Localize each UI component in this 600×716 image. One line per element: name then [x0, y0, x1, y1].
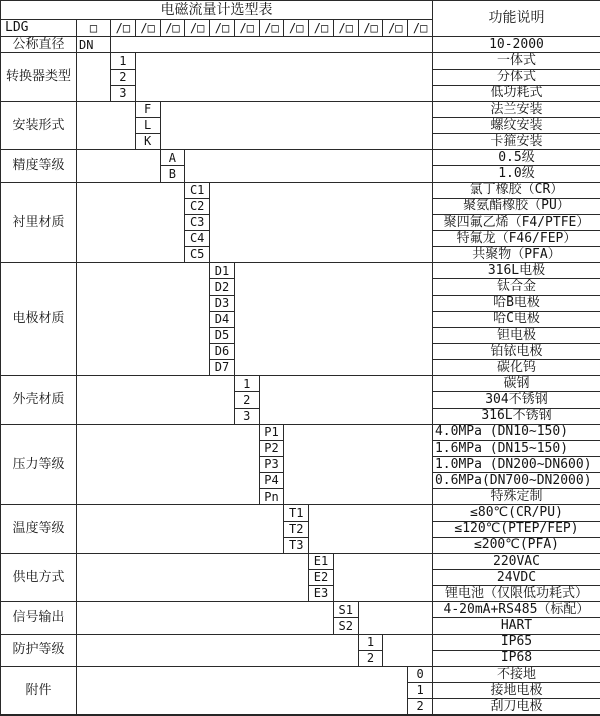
option-description: 分体式 — [432, 69, 600, 85]
spacer-cell — [284, 424, 433, 505]
option-description: 钽电极 — [432, 327, 600, 343]
spacer-cell — [77, 505, 284, 553]
option-description: 10-2000 — [432, 37, 600, 53]
option-code: 3 — [111, 85, 136, 101]
option-code: D7 — [210, 360, 235, 376]
spacer-cell — [77, 182, 185, 263]
option-code: E1 — [309, 553, 334, 569]
option-description: 4-20mA+RS485（标配） — [432, 602, 600, 618]
option-code: T3 — [284, 537, 309, 553]
option-code: B — [160, 166, 185, 182]
spacer-cell — [77, 424, 260, 505]
category-label: 信号输出 — [1, 602, 77, 634]
option-code: C3 — [185, 214, 210, 230]
option-description: 1.0级 — [432, 166, 600, 182]
option-code: D4 — [210, 311, 235, 327]
option-description: 24VDC — [432, 569, 600, 585]
option-code: F — [135, 101, 160, 117]
spacer-cell — [77, 263, 210, 376]
spacer-cell — [77, 602, 334, 634]
option-description: 4.0MPa (DN10~150) — [432, 424, 600, 440]
spacer-cell — [77, 101, 136, 149]
option-description: IP65 — [432, 634, 600, 650]
option-code: 2 — [111, 69, 136, 85]
spacer-cell — [77, 150, 161, 182]
option-description: 特殊定制 — [432, 489, 600, 505]
option-code: 1 — [111, 53, 136, 69]
spacer-cell — [135, 53, 432, 101]
model-code-segment: /□ — [383, 20, 408, 37]
model-first-code-box: □ — [77, 20, 111, 37]
option-description: IP68 — [432, 650, 600, 666]
category-label: 防护等级 — [1, 634, 77, 666]
model-prefix: LDG — [1, 20, 77, 37]
option-description: 共聚物（PFA） — [432, 247, 600, 263]
option-code: P3 — [259, 456, 284, 472]
spacer-cell — [259, 376, 432, 424]
category-label: 外壳材质 — [1, 376, 77, 424]
option-code: P1 — [259, 424, 284, 440]
spacer-cell — [111, 37, 433, 53]
option-description: ≤120℃(PTEP/FEP) — [432, 521, 600, 537]
option-code: C2 — [185, 198, 210, 214]
option-code: D6 — [210, 343, 235, 359]
option-description: 低功耗式 — [432, 85, 600, 101]
option-description: 接地电极 — [432, 682, 600, 698]
option-code: C1 — [185, 182, 210, 198]
option-code: D5 — [210, 327, 235, 343]
model-code-segment: /□ — [408, 20, 433, 37]
option-description: 特氟龙（F46/FEP） — [432, 231, 600, 247]
option-description: 0.6MPa(DN700~DN2000) — [432, 473, 600, 489]
category-label: 供电方式 — [1, 553, 77, 601]
option-code: L — [135, 118, 160, 134]
model-code-segment: /□ — [309, 20, 334, 37]
option-code: 2 — [408, 699, 433, 715]
spacer-cell — [77, 53, 111, 101]
option-description: 304不锈钢 — [432, 392, 600, 408]
option-code: C4 — [185, 231, 210, 247]
model-code-segment: /□ — [111, 20, 136, 37]
option-description: 316L电极 — [432, 263, 600, 279]
option-description: 碳钢 — [432, 376, 600, 392]
option-code: DN — [77, 37, 111, 53]
spacer-cell — [210, 182, 433, 263]
option-description: HART — [432, 618, 600, 634]
option-description: 1.6MPa (DN15~150) — [432, 440, 600, 456]
option-code: D3 — [210, 295, 235, 311]
option-code: K — [135, 134, 160, 150]
spacer-cell — [309, 505, 433, 553]
option-description: 聚四氟乙烯（F4/PTFE） — [432, 214, 600, 230]
option-description: 螺纹安装 — [432, 118, 600, 134]
category-label: 电极材质 — [1, 263, 77, 376]
model-code-segment: /□ — [160, 20, 185, 37]
option-description: 铂铱电极 — [432, 343, 600, 359]
model-code-segment: /□ — [135, 20, 160, 37]
spacer-cell — [77, 376, 235, 424]
option-code: 1 — [234, 376, 259, 392]
spacer-cell — [358, 602, 432, 634]
option-code: E3 — [309, 586, 334, 602]
spacer-cell — [185, 150, 433, 182]
option-code: 2 — [234, 392, 259, 408]
option-description: 锂电池（仅限低功耗式） — [432, 586, 600, 602]
option-code: S2 — [333, 618, 358, 634]
spacer-cell — [333, 553, 432, 601]
category-label: 衬里材质 — [1, 182, 77, 263]
option-description: 一体式 — [432, 53, 600, 69]
category-label: 安装形式 — [1, 101, 77, 149]
option-description: 聚氨酯橡胶（PU） — [432, 198, 600, 214]
option-code: T1 — [284, 505, 309, 521]
option-code: 1 — [358, 634, 383, 650]
option-description: 氯丁橡胶（CR） — [432, 182, 600, 198]
option-description: 钛合金 — [432, 279, 600, 295]
option-code: 2 — [358, 650, 383, 666]
spacer-cell — [234, 263, 432, 376]
option-code: 1 — [408, 682, 433, 698]
option-description: 316L不锈钢 — [432, 408, 600, 424]
option-code: Pn — [259, 489, 284, 505]
category-label: 转换器类型 — [1, 53, 77, 101]
category-label: 精度等级 — [1, 150, 77, 182]
option-description: 卡箍安装 — [432, 134, 600, 150]
option-code: P2 — [259, 440, 284, 456]
category-label: 温度等级 — [1, 505, 77, 553]
spacer-cell — [77, 553, 309, 601]
option-description: 220VAC — [432, 553, 600, 569]
model-code-segment: /□ — [333, 20, 358, 37]
option-description: 法兰安装 — [432, 101, 600, 117]
option-description: 0.5级 — [432, 150, 600, 166]
option-code: 3 — [234, 408, 259, 424]
option-description: 1.0MPa (DN200~DN600) — [432, 456, 600, 472]
model-code-segment: /□ — [284, 20, 309, 37]
option-description: ≤80℃(CR/PU) — [432, 505, 600, 521]
model-code-segment: /□ — [259, 20, 284, 37]
category-label: 公称直径 — [1, 37, 77, 53]
table-title: 电磁流量计选型表 — [1, 1, 433, 20]
option-description: 哈C电极 — [432, 311, 600, 327]
spacer-cell — [77, 666, 408, 715]
model-code-segment: /□ — [358, 20, 383, 37]
option-code: S1 — [333, 602, 358, 618]
option-code: C5 — [185, 247, 210, 263]
option-code: 0 — [408, 666, 433, 682]
option-code: P4 — [259, 473, 284, 489]
option-code: A — [160, 150, 185, 166]
option-code: E2 — [309, 569, 334, 585]
option-code: T2 — [284, 521, 309, 537]
option-description: 哈B电极 — [432, 295, 600, 311]
model-code-segment: /□ — [185, 20, 210, 37]
category-label: 压力等级 — [1, 424, 77, 505]
option-description: 碳化钨 — [432, 360, 600, 376]
model-code-segment: /□ — [210, 20, 235, 37]
option-description: ≤200℃(PFA) — [432, 537, 600, 553]
category-label: 附件 — [1, 666, 77, 715]
function-column-header: 功能说明 — [432, 1, 600, 37]
option-code: D2 — [210, 279, 235, 295]
option-code: D1 — [210, 263, 235, 279]
spacer-cell — [383, 634, 433, 666]
model-code-segment: /□ — [234, 20, 259, 37]
option-description: 刮刀电极 — [432, 699, 600, 715]
option-description: 不接地 — [432, 666, 600, 682]
spacer-cell — [77, 634, 359, 666]
spacer-cell — [160, 101, 432, 149]
